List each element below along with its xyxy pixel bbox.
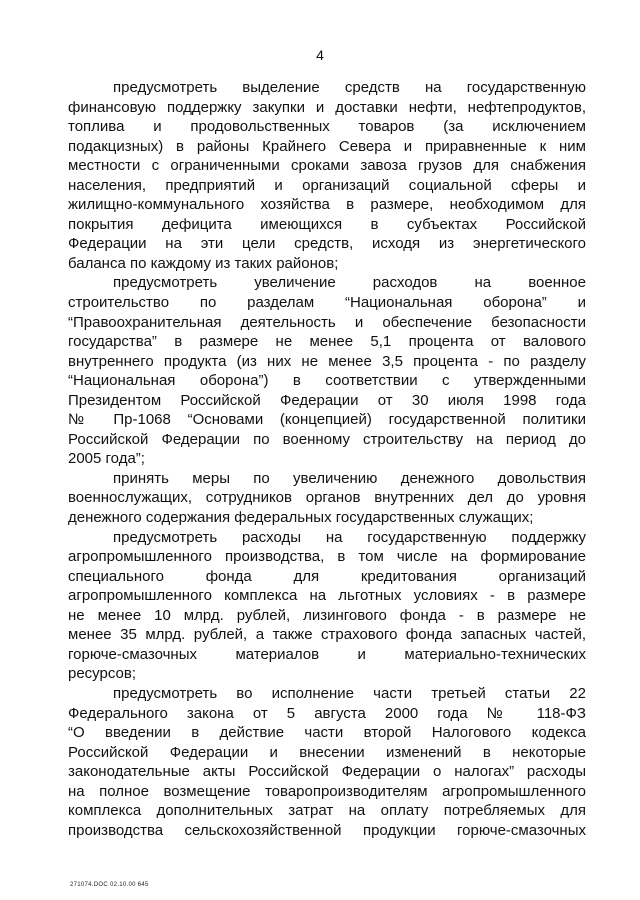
text-line: № Пр-1068 “Основами (концепцией) государственной политики — [68, 411, 586, 429]
text-line: предусмотреть во исполнение части третьей статьи 22 — [113, 684, 586, 702]
text-line: жилищно-коммунального хозяйства в размере, необходимом для — [68, 196, 586, 214]
text-line: “Национальная оборона”) в соответствии с утвержденными — [68, 372, 586, 390]
text-line: баланса по каждому из таких районов; — [68, 254, 339, 272]
paragraph-tax-law-compensation — [68, 684, 586, 840]
text-line: агропромышленного производства, в том числе на формирование — [68, 548, 586, 566]
paragraph-military-pay — [68, 469, 586, 528]
text-line: предусмотреть выделение средств на государственную — [113, 79, 586, 96]
text-line: не менее 10 млрд. рублей, лизингового фонда - в размере не — [68, 606, 586, 624]
text-line: принять меры по увеличению денежного довольствия — [113, 469, 586, 487]
text-line: финансовую поддержку закупки и доставки нефти, нефтепродуктов, — [68, 98, 586, 116]
text-line: Президентом Российской Федерации от 30 июля 1998 года — [68, 391, 586, 409]
text-line: предусмотреть увеличение расходов на военное — [113, 274, 586, 292]
page-number: 4 — [316, 47, 324, 63]
text-line: ресурсов; — [68, 665, 137, 683]
text-line: комплекса дополнительных затрат на оплату потребляемых для — [68, 802, 586, 820]
text-line: Федерального закона от 5 августа 2000 года № 118-ФЗ — [68, 704, 586, 722]
text-line: военнослужащих, сотрудников органов внутренних дел до уровня — [68, 489, 586, 507]
text-line: “Правоохранительная деятельность и обеспечение безопасности — [68, 313, 586, 331]
text-line: предусмотреть расходы на государственную поддержку — [113, 528, 586, 546]
text-line: на полное возмещение товаропроизводителям агропромышленного — [68, 782, 586, 800]
text-line: топлива и продовольственных товаров (за исключением — [68, 118, 586, 136]
text-line: Российской Федерации и внесении изменений в некоторые — [68, 743, 586, 761]
text-line: агропромышленного комплекса на льготных условиях - в размере — [68, 587, 586, 605]
text-line: горюче-смазочных материалов и материально-технических — [68, 645, 586, 663]
text-line: законодательные акты Российской Федерации о налогах” расходы — [68, 763, 586, 781]
text-line: специального фонда для кредитования организаций — [68, 567, 586, 585]
paragraph-agro-support — [68, 528, 586, 684]
text-line: “О введении в действие части второй Налогового кодекса — [68, 724, 586, 742]
paragraph-fuel-support — [68, 78, 586, 273]
text-line: Федерации на эти цели средств, исходя из энергетического — [68, 235, 586, 253]
text-line: денежного содержания федеральных государственных служащих; — [68, 509, 534, 527]
document-body — [68, 78, 586, 840]
text-line: производства сельскохозяйственной продукции горюче-смазочных — [68, 821, 586, 839]
text-line: населения, предприятий и организаций социальной сферы и — [68, 176, 586, 194]
text-line: Российской Федерации по военному строительству на период до — [68, 430, 586, 448]
text-line: менее 35 млрд. рублей, а также страхового фонда запасных частей, — [68, 626, 586, 644]
text-line: местности с ограниченными сроками завоза грузов для снабжения — [68, 157, 586, 175]
text-line: внутреннего продукта (из них не менее 3,5 процента - по разделу — [68, 352, 586, 370]
text-line: строительство по разделам “Национальная оборона” и — [68, 294, 586, 312]
text-line: 2005 года”; — [68, 450, 145, 468]
text-line: подакцизных) в районы Крайнего Севера и приравненные к ним — [68, 137, 586, 155]
paragraph-defense-spending — [68, 273, 586, 468]
text-line: покрытия дефицита имеющихся в субъектах Российской — [68, 215, 586, 233]
document-footer-code: 271074.DOC 02.10.00 645 — [70, 882, 149, 888]
text-line: государства” в размере не менее 5,1 процента от валового — [68, 333, 586, 351]
